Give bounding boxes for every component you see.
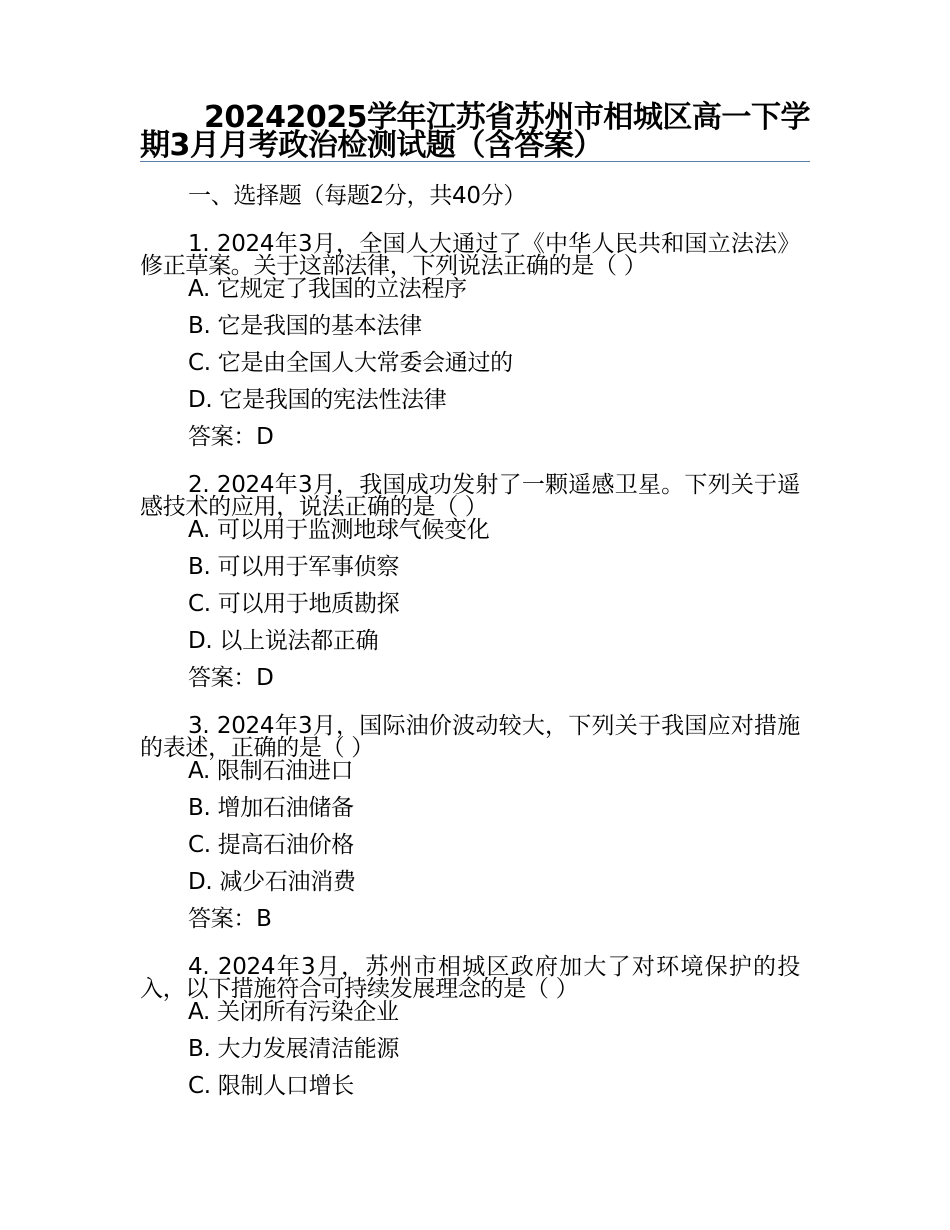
option-b: B. 大力发展清洁能源: [188, 1036, 400, 1062]
option-a: A. 它规定了我国的立法程序: [188, 276, 467, 302]
section-heading: 一、选择题（每题2分，共40分）: [188, 183, 527, 209]
option-c: C. 提高石油价格: [188, 832, 354, 858]
option-a: A. 可以用于监测地球气候变化: [188, 517, 490, 543]
document-body: [140, 178, 800, 1105]
option-a: A. 限制石油进口: [188, 758, 354, 784]
question-stem: 3. 2024年3月，国际油价波动较大，下列关于我国应对措施的表述，正确的是（ ）: [140, 713, 800, 761]
question-stem: 1. 2024年3月，全国人大通过了《中华人民共和国立法法》修正草案。关于这部法律，下列说法正确的是（ ）: [140, 231, 800, 279]
option-b: B. 可以用于军事侦察: [188, 554, 400, 580]
option-d: D. 减少石油消费: [188, 869, 356, 895]
option-b: B. 它是我国的基本法律: [188, 313, 422, 339]
option-c: C. 可以用于地质勘探: [188, 591, 400, 617]
option-d: D. 以上说法都正确: [188, 628, 379, 654]
document-title: 20242025学年江苏省苏州市相城区高一下学期3月月考政治检测试题（含答案）: [140, 100, 810, 163]
question-stem: 2. 2024年3月，我国成功发射了一颗遥感卫星。下列关于遥感技术的应用，说法正确的是（ ）: [140, 472, 800, 520]
option-c: C. 限制人口增长: [188, 1073, 354, 1099]
title-underline: [140, 161, 810, 162]
option-d: D. 它是我国的宪法性法律: [188, 387, 447, 413]
answer-line: 答案：D: [188, 424, 274, 450]
answer-line: 答案：D: [188, 665, 274, 691]
answer-line: 答案：B: [188, 906, 272, 932]
option-a: A. 关闭所有污染企业: [188, 999, 399, 1025]
option-c: C. 它是由全国人大常委会通过的: [188, 350, 513, 376]
question-stem: 4. 2024年3月，苏州市相城区政府加大了对环境保护的投入，以下措施符合可持续发展理念的是（ ）: [140, 954, 800, 1002]
option-b: B. 增加石油储备: [188, 795, 354, 821]
